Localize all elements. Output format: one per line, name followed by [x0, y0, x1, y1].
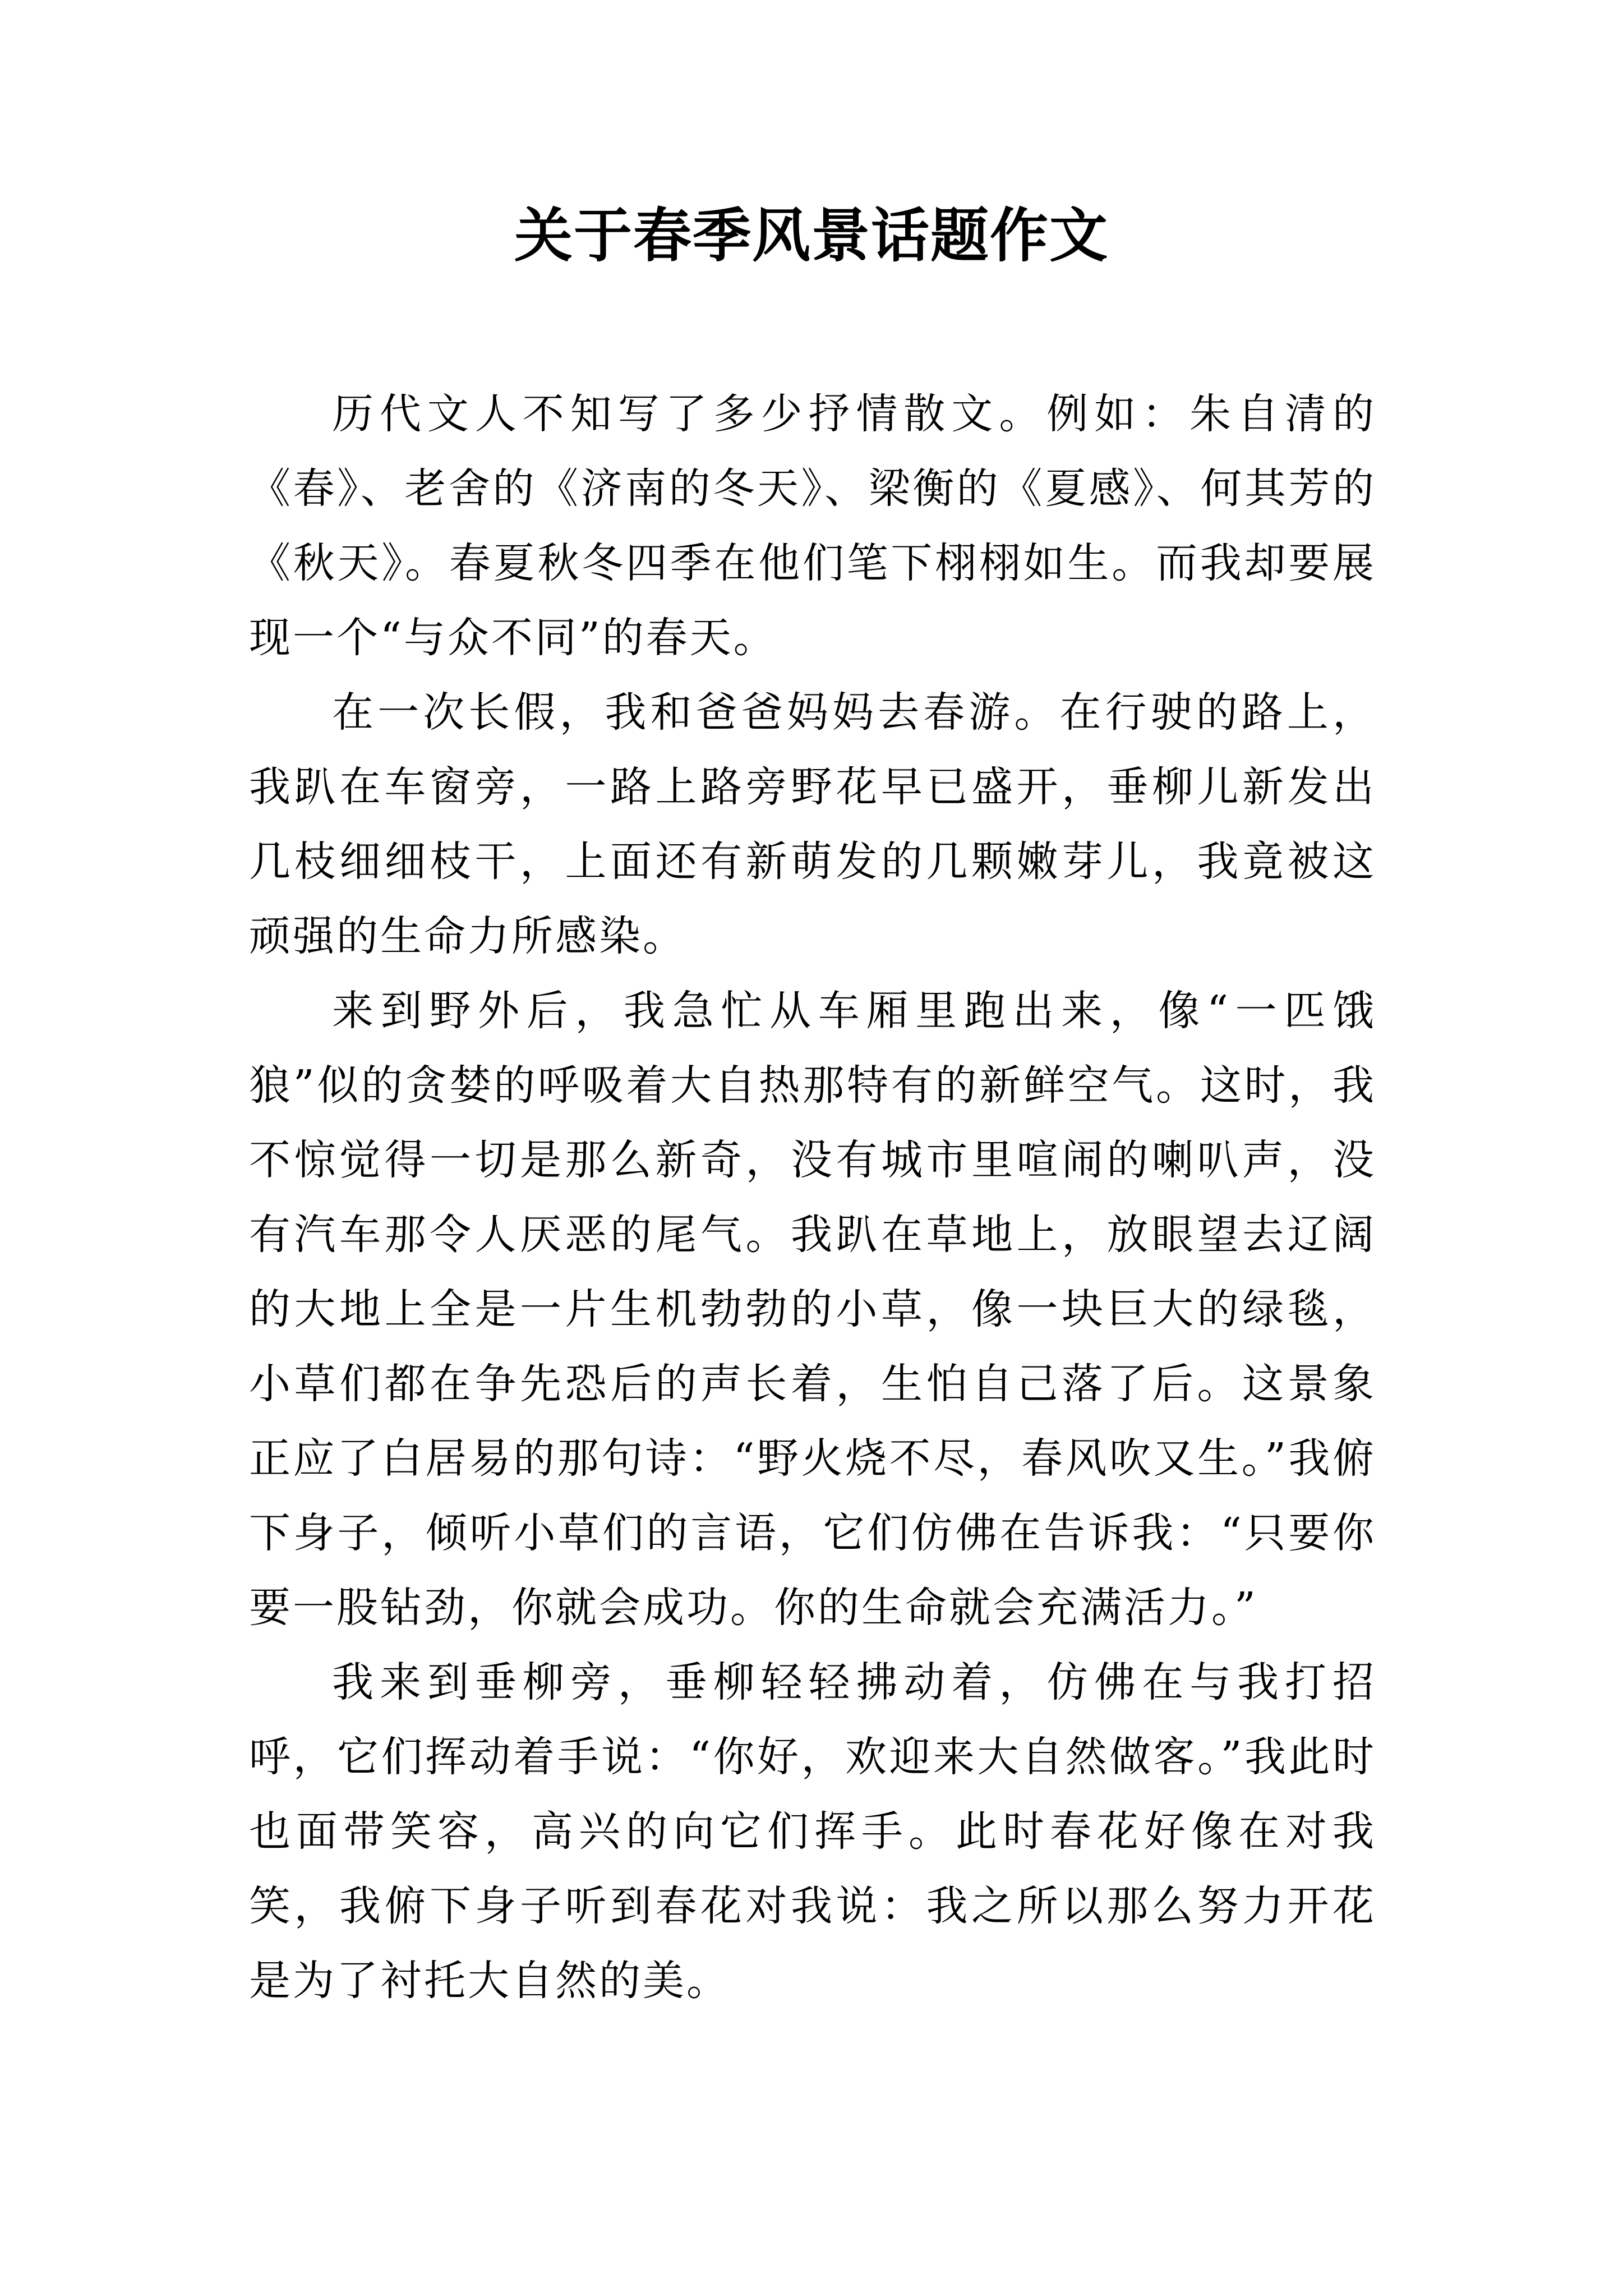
document-body — [249, 377, 1376, 2018]
document-title: 关于春季风景话题作文 — [514, 201, 1109, 270]
paragraph: 来到野外后，我急忙从车厢里跑出来，像“一匹饿狼”似的贪婪的呼吸着大自热那特有的新鲜空气。这时，我不惊觉得一切是那么新奇，没有城市里喧闹的喇叭声，没有汽车那令人厌恶的尾气。我趴在草地上，放眼望去辽阔的大地上全是一片生机勃勃的小草，像一块巨大的绿毯，小草们都在争先恐后的声长着，生怕自己落了后。这景象正应了白居易的那句诗：“野火烧不尽，春风吹又生。”我俯下身子，倾听小草们的言语，它们仿佛在告诉我：“只要你要一股钻劲，你就会成功。你的生命就会充满活力。” — [249, 987, 1376, 1632]
paragraph: 我来到垂柳旁，垂柳轻轻拂动着，仿佛在与我打招呼，它们挥动着手说：“你好，欢迎来大自然做客。”我此时也面带笑容，高兴的向它们挥手。此时春花好像在对我笑，我俯下身子听到春花对我说：我之所以那么努力开花是为了衬托大自然的美。 — [249, 1658, 1376, 2005]
paragraph: 历代文人不知写了多少抒情散文。例如：朱自清的《春》、老舍的《济南的冬天》、梁衡的《夏感》、何其芳的《秋天》。春夏秋冬四季在他们笔下栩栩如生。而我却要展现一个“与众不同”的春天。 — [249, 390, 1376, 662]
paragraph: 在一次长假，我和爸爸妈妈去春游。在行驶的路上，我趴在车窗旁，一路上路旁野花早已盛开，垂柳儿新发出几枝细细枝干，上面还有新萌发的几颗嫩芽儿，我竟被这顽强的生命力所感染。 — [249, 688, 1376, 960]
